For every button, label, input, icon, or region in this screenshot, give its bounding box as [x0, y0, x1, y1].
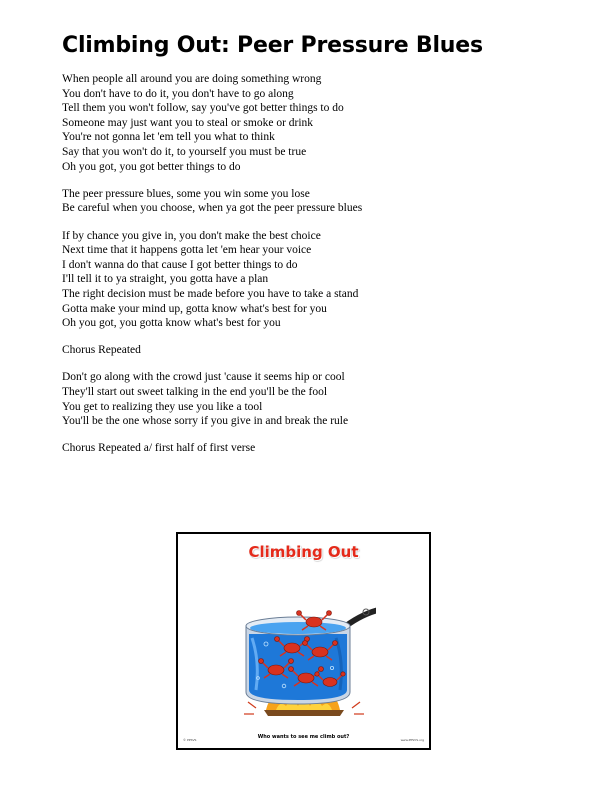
lyrics [62, 72, 562, 469]
verse-1 [62, 72, 562, 174]
poster-url: www.PPSVS.org [400, 738, 424, 742]
lyric-line: If by chance you give in, you don't make the best choice [62, 229, 321, 242]
chorus-repeated-note [62, 343, 562, 358]
lyric-line: The right decision must be made before you have to take a stand [62, 287, 359, 300]
lyric-line: You're not gonna let 'em tell you what to think [62, 131, 275, 144]
lyric-line: I don't wanna do that cause I got better things to do [62, 258, 298, 271]
lyric-line: When people all around you are doing something wrong [62, 73, 322, 85]
lyric-line: Next time that it happens gotta let 'em hear your voice [62, 244, 312, 257]
poster-copyright: © PPSVS [183, 738, 197, 742]
lyric-line: You'll be the one whose sorry if you give in and break the rule [62, 415, 349, 428]
lyric-line: Chorus Repeated a/ first half of first verse [62, 442, 256, 455]
page-title: Climbing Out: Peer Pressure Blues [62, 33, 483, 58]
lyric-line: I'll tell it to ya straight, you gotta have a plan [62, 273, 269, 286]
crab-pot-illustration [236, 582, 376, 732]
poster-title: Climbing Out [248, 543, 359, 561]
poster-image [176, 532, 431, 750]
poster-caption: Who wants to see me climb out? [257, 734, 350, 740]
chorus [62, 187, 562, 216]
lyric-line: Oh you got, you got better things to do [62, 160, 241, 173]
verse-2 [62, 229, 562, 331]
closing-note [62, 441, 562, 456]
lyric-line: You don't have to do it, you don't have to go along [62, 87, 294, 100]
verse-3 [62, 370, 562, 428]
lyric-line: Tell them you won't follow, say you've got better things to do [62, 102, 344, 115]
lyric-line: Gotta make your mind up, gotta know what's best for you [62, 302, 327, 315]
lyric-line: You get to realizing they use you like a tool [62, 400, 263, 413]
lyric-line: Oh you got, you gotta know what's best for you [62, 317, 281, 330]
lyric-line: Chorus Repeated [62, 344, 141, 357]
lyric-line: Be careful when you choose, when ya got the peer pressure blues [62, 202, 363, 215]
lyric-line: Don't go along with the crowd just 'cause it seems hip or cool [62, 371, 345, 384]
lyric-line: They'll start out sweet talking in the end you'll be the fool [62, 386, 328, 399]
lyric-line: Someone may just want you to steal or smoke or drink [62, 116, 314, 129]
lyric-line: Say that you won't do it, to yourself you must be true [62, 145, 307, 158]
lyric-line: The peer pressure blues, some you win some you lose [62, 187, 310, 200]
